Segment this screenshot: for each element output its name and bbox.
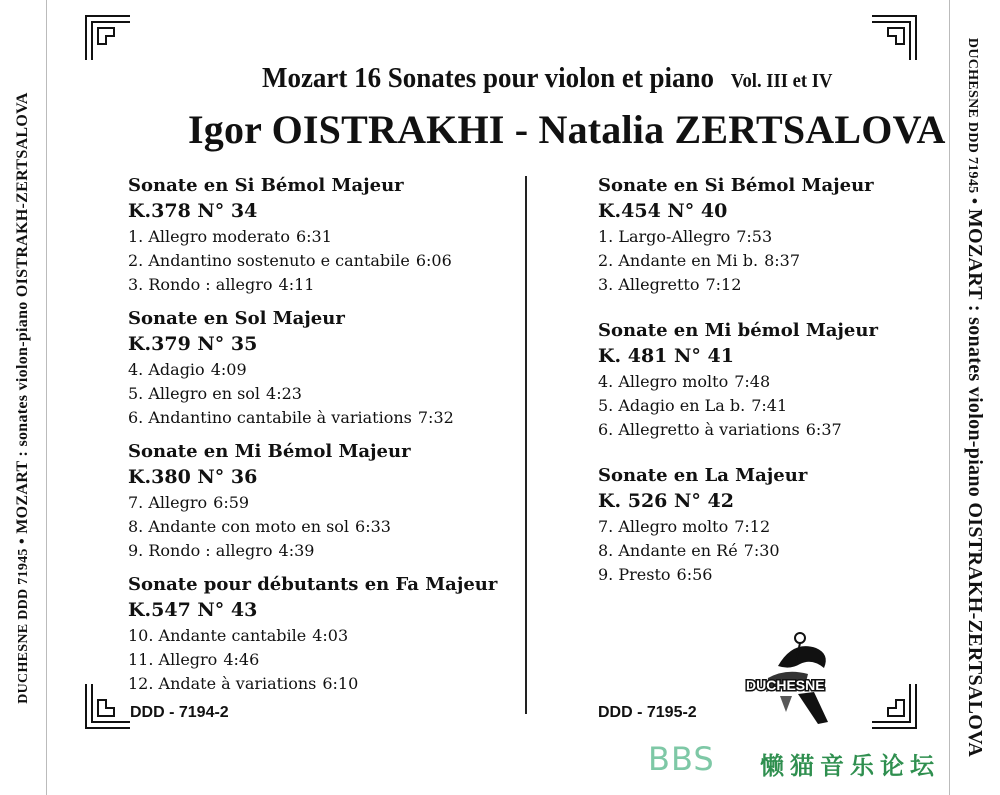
left-spine: [0, 0, 47, 795]
movement-name: 8. Andante con moto en sol: [128, 517, 350, 536]
album-title: [262, 62, 832, 95]
movement-name: 5. Allegro en sol: [128, 384, 261, 403]
watermark-forum-name: 懒猫音乐论坛: [760, 752, 940, 780]
column-divider: [525, 176, 527, 714]
movement-duration: 7:12: [734, 517, 771, 536]
performers-title: Igor OISTRAKHI - Natalia ZERTSALOVA: [188, 107, 946, 152]
movement-duration: 8:37: [764, 251, 800, 270]
movement-name: 11. Allegro: [128, 650, 218, 669]
logo-text: DUCHESNE: [746, 677, 825, 693]
movement-duration: 6:37: [805, 420, 842, 439]
sonata-title: Sonate en Si Bémol Majeur: [128, 175, 404, 196]
movement-row: [128, 273, 497, 297]
movement-row: [128, 249, 497, 273]
corner-ornament-bottom-right: [870, 682, 918, 730]
movement-row: [598, 418, 878, 442]
sonata-catalog-number: K.454 N° 40: [598, 200, 728, 222]
duchesne-logo: [738, 628, 848, 728]
sonata-block: [598, 464, 878, 587]
corner-ornament-bottom-left: [84, 682, 132, 730]
movement-name: 7. Allegro molto: [598, 517, 729, 536]
right-spine-title: MOZART : sonates violon-piano OISTRAKH-ZERTSALOVA: [964, 208, 987, 758]
movement-duration: 6:33: [355, 517, 391, 536]
movement-duration: 6:59: [213, 493, 250, 512]
left-spine-bullet: •: [14, 537, 32, 544]
sonata-title: Sonate en La Majeur: [598, 465, 808, 486]
sonata-block: [128, 440, 497, 563]
movement-row: [598, 273, 878, 297]
movement-duration: 4:39: [278, 541, 315, 560]
movement-duration: 4:46: [223, 650, 260, 669]
sonata-block: [128, 307, 497, 430]
right-spine-bullet: •: [965, 198, 985, 205]
movement-row: [598, 370, 878, 394]
movement-name: 1. Allegro moderato: [128, 227, 290, 246]
movement-name: 4. Allegro molto: [598, 372, 729, 391]
movement-duration: 6:10: [322, 674, 359, 693]
left-spine-text: [14, 92, 32, 704]
sonata-title: Sonate en Mi Bémol Majeur: [128, 441, 411, 462]
movement-row: [128, 648, 497, 672]
movement-name: 6. Allegretto à variations: [598, 420, 800, 439]
movement-name: 9. Presto: [598, 565, 671, 584]
movement-duration: 7:12: [705, 275, 742, 294]
movement-row: [128, 672, 497, 696]
sonata-block: [128, 174, 497, 297]
sonata-catalog-number: K. 526 N° 42: [598, 490, 734, 512]
movement-duration: 6:31: [295, 227, 332, 246]
movement-row: [598, 515, 878, 539]
movement-name: 1. Largo-Allegro: [598, 227, 731, 246]
movement-duration: 7:32: [417, 408, 454, 427]
movement-duration: 6:56: [676, 565, 713, 584]
movement-row: [128, 358, 497, 382]
movement-name: 6. Andantino cantabile à variations: [128, 408, 412, 427]
watermark-bbs: BBS: [648, 740, 715, 778]
movement-duration: 7:53: [736, 227, 773, 246]
right-tracklist: [598, 174, 878, 597]
movement-row: [128, 382, 497, 406]
movement-duration: 4:23: [266, 384, 302, 403]
movement-duration: 6:06: [415, 251, 452, 270]
movement-name: 10. Andante cantabile: [128, 626, 307, 645]
corner-ornament-top-left: [84, 14, 132, 62]
movement-row: [598, 225, 878, 249]
movement-duration: 4:11: [278, 275, 315, 294]
movement-name: 3. Allegretto: [598, 275, 700, 294]
movement-duration: 4:03: [312, 626, 349, 645]
movement-row: [128, 225, 497, 249]
left-spine-label: DUCHESNE DDD 71945: [16, 547, 32, 704]
right-spine: [949, 0, 1000, 795]
catalog-number-right: DDD - 7195-2: [598, 704, 697, 721]
movement-name: 7. Allegro: [128, 493, 208, 512]
sonata-block: [598, 174, 878, 297]
movement-row: [598, 394, 878, 418]
sonata-catalog-number: K.547 N° 43: [128, 599, 258, 621]
album-title-text: Mozart 16 Sonates pour violon et piano: [262, 62, 715, 94]
movement-row: [598, 249, 878, 273]
left-spine-title: MOZART : sonates violon-piano OISTRAKH-ZERTSALOVA: [14, 91, 32, 534]
movement-name: 4. Adagio: [128, 360, 205, 379]
sonata-catalog-number: K.379 N° 35: [128, 333, 258, 355]
movement-duration: 7:41: [751, 396, 788, 415]
movement-row: [128, 515, 497, 539]
sonata-title: Sonate pour débutants en Fa Majeur: [128, 574, 498, 595]
movement-name: 5. Adagio en La b.: [598, 396, 746, 415]
movement-row: [128, 406, 497, 430]
movement-duration: 7:30: [743, 541, 780, 560]
movement-name: 2. Andantino sostenuto e cantabile: [128, 251, 410, 270]
catalog-number-left: DDD - 7194-2: [130, 704, 229, 721]
movement-name: 12. Andate à variations: [128, 674, 317, 693]
sonata-block: [128, 573, 497, 696]
left-tracklist: [128, 174, 497, 706]
corner-ornament-top-right: [870, 14, 918, 62]
movement-row: [128, 539, 497, 563]
right-spine-label: DUCHESNE DDD 71945: [965, 37, 981, 194]
sonata-title: Sonate en Mi bémol Majeur: [598, 320, 878, 341]
sonata-title: Sonate en Si Bémol Majeur: [598, 175, 874, 196]
sonata-block: [598, 319, 878, 442]
sonata-catalog-number: K. 481 N° 41: [598, 345, 734, 367]
movement-name: 8. Andante en Ré: [598, 541, 738, 560]
movement-row: [598, 563, 878, 587]
movement-row: [128, 624, 497, 648]
movement-name: 2. Andante en Mi b.: [598, 251, 759, 270]
right-spine-text: [964, 38, 987, 757]
movement-duration: 4:09: [210, 360, 247, 379]
movement-duration: 7:48: [734, 372, 771, 391]
movement-row: [128, 491, 497, 515]
volume-label: Vol. III et IV: [730, 70, 833, 92]
sonata-catalog-number: K.380 N° 36: [128, 466, 258, 488]
sonata-title: Sonate en Sol Majeur: [128, 308, 345, 329]
sonata-catalog-number: K.378 N° 34: [128, 200, 258, 222]
movement-name: 3. Rondo : allegro: [128, 275, 273, 294]
movement-name: 9. Rondo : allegro: [128, 541, 273, 560]
movement-row: [598, 539, 878, 563]
